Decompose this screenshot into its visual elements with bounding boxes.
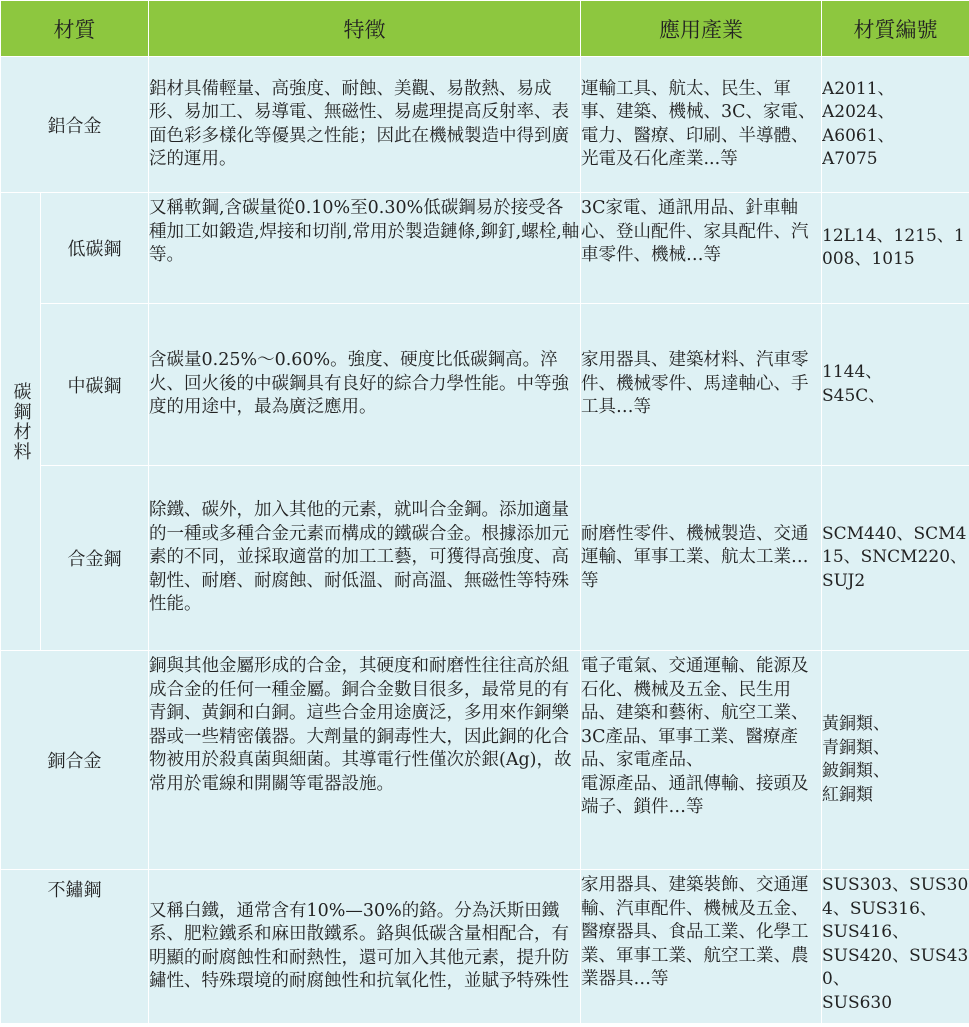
features-cell: 又稱白鐵，通常含有10%—30%的鉻。分為沃斯田鐵系、肥粒鐵系和麻田散鐵系。鉻與低碳含量相配合，有明顯的耐腐蝕性和耐熱性，還可加入其他元素，提升防鏽性、特殊環境的耐腐蝕性和抗氧化性，並賦予特殊性: [149, 870, 581, 1024]
applications-cell: 家用器具、建築材料、汽車零件、機械零件、馬達軸心、手工具…等: [581, 304, 822, 466]
applications-cell: 家用器具、建築裝飾、交通運輸、汽車配件、機械及五金、醫療器具、食品工業、化學工業、軍事工業、航空工業、農業器具…等: [581, 870, 822, 1024]
row-medium-carbon: [1, 304, 969, 466]
codes-cell: SUS303、SUS304、SUS316、 SUS416、 SUS420、SUS430、 SUS630: [822, 870, 969, 1024]
material-name: 合金鋼: [41, 466, 149, 651]
codes-cell: 12L14、1215、1008、1015: [822, 193, 969, 304]
features-cell: 除鐵、碳外，加入其他的元素，就叫合金鋼。添加適量的一種或多種合金元素而構成的鐵碳合金。根據添加元素的不同，並採取適當的加工工藝，可獲得高強度、高韌性、耐磨、耐腐蝕、耐低溫、耐高溫、無磁性等特殊性能。: [149, 466, 581, 651]
row-copper: [1, 651, 969, 870]
features-cell: 銅與其他金屬形成的合金，其硬度和耐磨性往往高於組成合金的任何一種金屬。銅合金數目很多，最常見的有青銅、黃銅和白銅。這些合金用途廣泛，多用來作銅樂器或一些精密儀器。大劑量的銅毒性大，因此銅的化合物被用於殺真菌與細菌。其導電行性僅次於銀(Ag)，故常用於電線和開關等電器設施。: [149, 651, 581, 870]
applications-cell: 運輸工具、航太、民生、軍事、建築、機械、3C、家電、電力、醫療、印刷、半導體、光電及石化產業...等: [581, 57, 822, 193]
applications-cell: 耐磨性零件、機械製造、交通運輸、軍事工業、航太工業…等: [581, 466, 822, 651]
header-features: 特徵: [149, 1, 581, 57]
row-aluminum: [1, 57, 969, 193]
codes-cell: 1144、 S45C、: [822, 304, 969, 466]
material-name: 銅合金: [1, 651, 149, 870]
features-cell: 含碳量0.25%～0.60%。強度、硬度比低碳鋼高。淬火、回火後的中碳鋼具有良好的綜合力學性能。中等強度的用途中，最為廣泛應用。: [149, 304, 581, 466]
material-name: 中碳鋼: [41, 304, 149, 466]
row-stainless: [1, 870, 969, 1024]
carbon-steel-group-label: 碳鋼材料: [1, 193, 41, 651]
features-cell: 又稱軟鋼,含碳量從0.10%至0.30%低碳鋼易於接受各種加工如鍛造,焊接和切削,常用於製造鏈條,鉚釘,螺栓,軸等。: [149, 193, 581, 304]
material-name: 低碳鋼: [41, 193, 149, 304]
features-cell: 鋁材具備輕量、高強度、耐蝕、美觀、易散熱、易成形、易加工、易導電、無磁性、易處理提高反射率、表面色彩多樣化等優異之性能；因此在機械製造中得到廣泛的運用。: [149, 57, 581, 193]
applications-cell: 電子電氣、交通運輸、能源及石化、機械及五金、民生用品、建築和藝術、航空工業、3C產品、軍事工業、醫療產品、家電產品、 電源產品、通訊傳輸、接頭及端子、鎖件…等: [581, 651, 822, 870]
header-codes: 材質編號: [822, 1, 969, 57]
row-alloy-steel: [1, 466, 969, 651]
material-name: 鋁合金: [1, 57, 149, 193]
codes-cell: A2011、 A2024、 A6061、 A7075: [822, 57, 969, 193]
header-row: [1, 1, 969, 57]
codes-cell: 黃銅類、 青銅類、 鈹銅類、 紅銅類: [822, 651, 969, 870]
applications-cell: 3C家電、通訊用品、針車軸心、登山配件、家具配件、汽車零件、機械…等: [581, 193, 822, 304]
material-name: 不鏽鋼: [1, 870, 149, 1024]
codes-cell: SCM440、SCM415、SNCM220、 SUJ2: [822, 466, 969, 651]
row-low-carbon: [1, 193, 969, 304]
header-applications: 應用產業: [581, 1, 822, 57]
header-material: 材質: [1, 1, 149, 57]
